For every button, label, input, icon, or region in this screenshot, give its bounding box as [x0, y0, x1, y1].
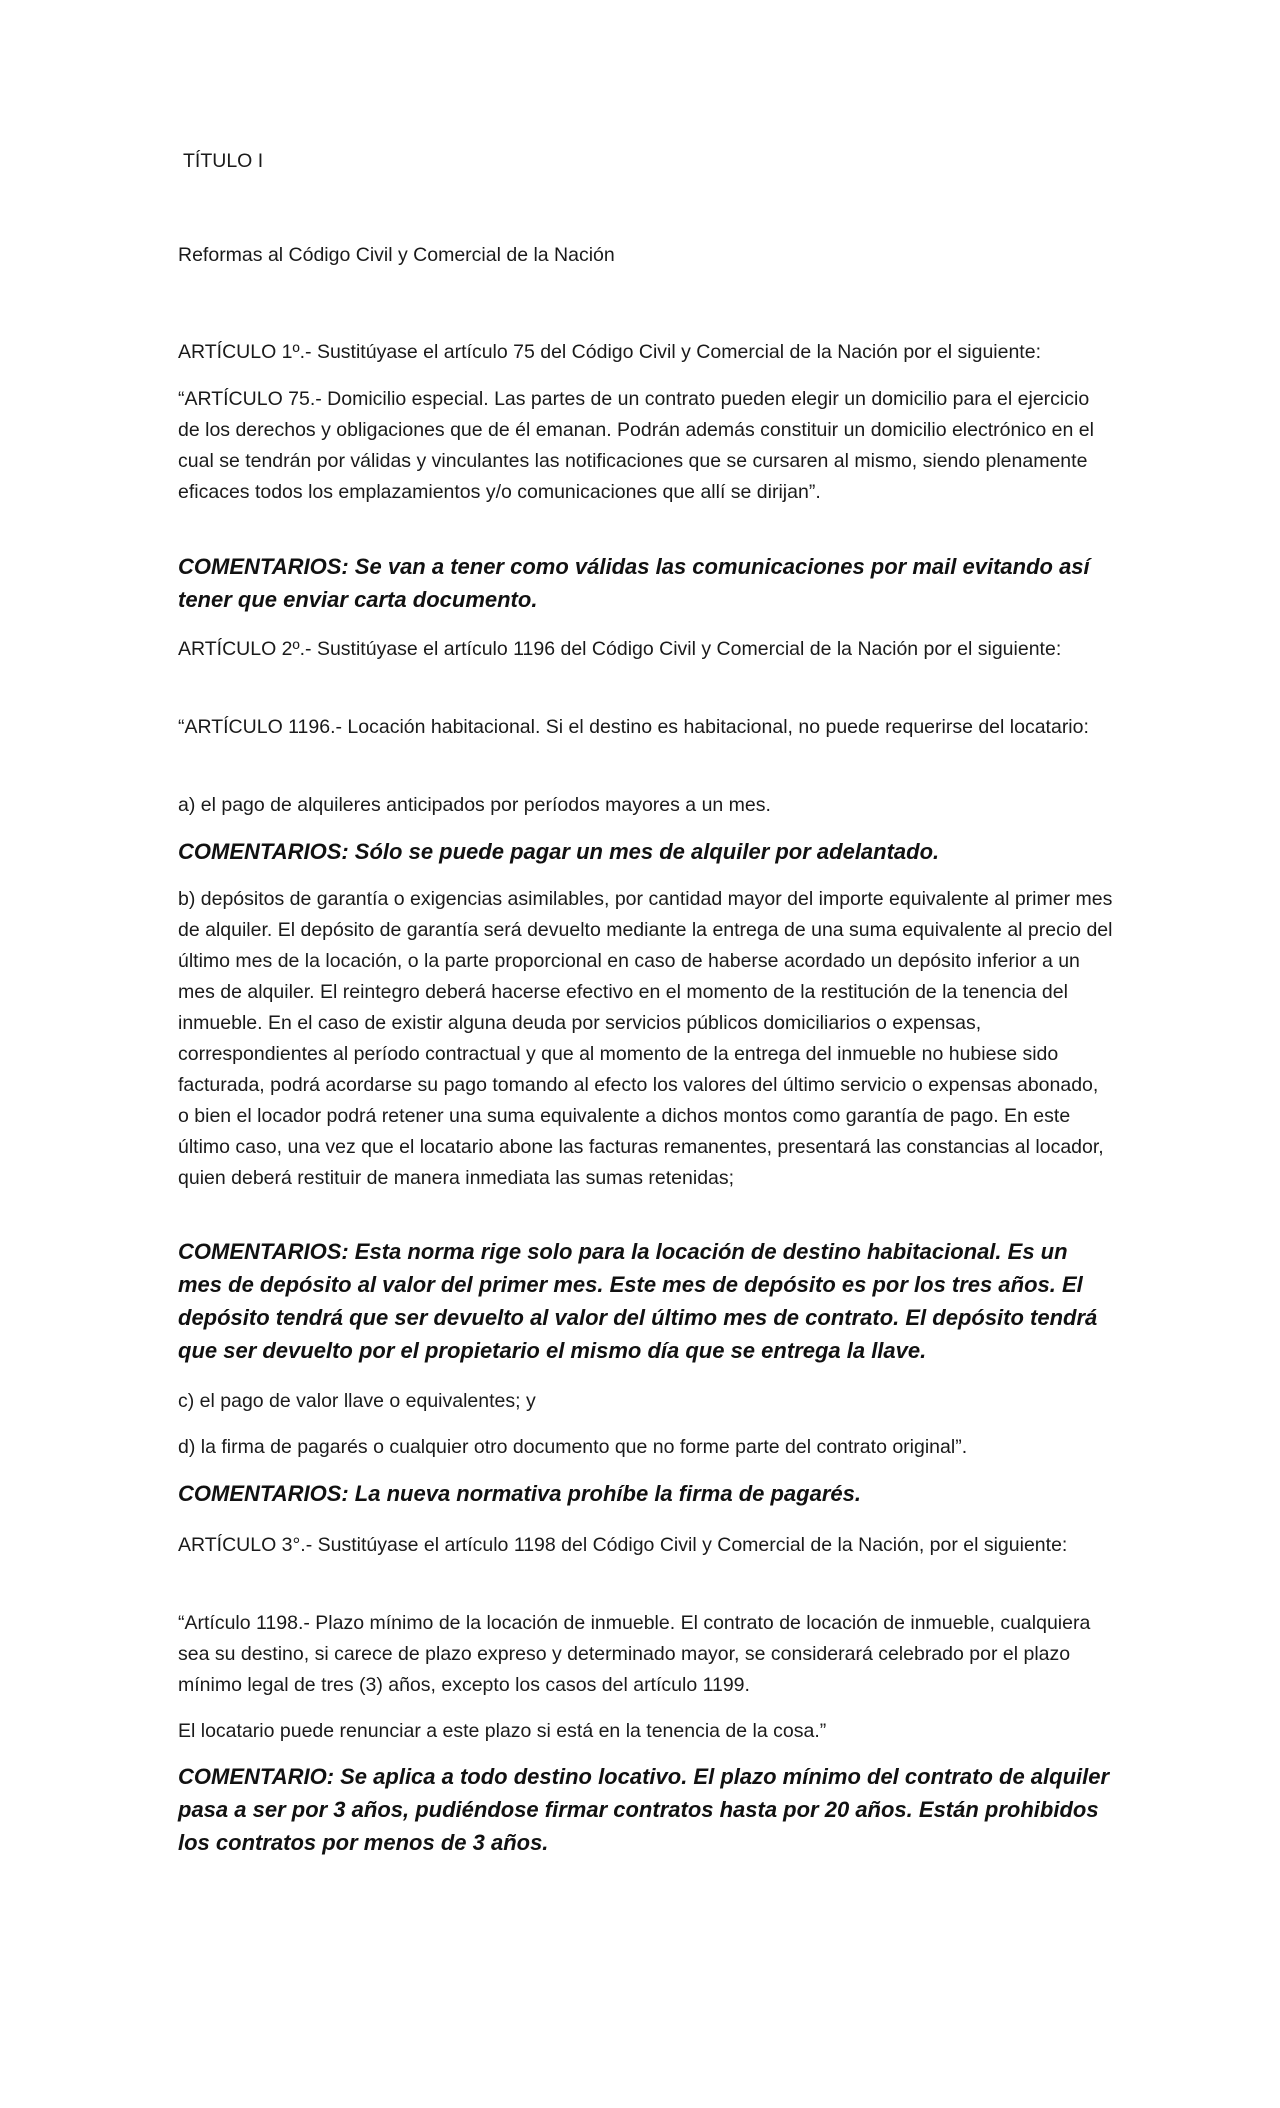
article-3-heading: ARTÍCULO 3°.- Sustitúyase el artículo 1198 del Código Civil y Comercial de la Nación, por el siguiente:: [178, 1534, 1068, 1556]
article-2-heading: ARTÍCULO 2º.- Sustitúyase el artículo 1196 del Código Civil y Comercial de la Nación por el siguiente:: [178, 638, 1062, 660]
document-title: TÍTULO I: [183, 150, 264, 172]
comment-4: COMENTARIOS: La nueva normativa prohíbe la firma de pagarés.: [178, 1481, 861, 1506]
article-1196-text: “ARTÍCULO 1196.- Locación habitacional. Si el destino es habitacional, no puede requerirse del locatario:: [178, 716, 1089, 738]
article-1-heading: ARTÍCULO 1º.- Sustitúyase el artículo 75 del Código Civil y Comercial de la Nación por el siguiente:: [178, 341, 1041, 363]
article-1198-text: “Artículo 1198.- Plazo mínimo de la locación de inmueble. El contrato de locación de inmueble, cualquiera sea su destino, si carece de plazo expreso y determinado mayor, se considerará celebrado por el plazo mínimo legal de tres (3) años, excepto los casos del artículo 1199.: [178, 1612, 1091, 1696]
comment-1: COMENTARIOS: Se van a tener como válidas las comunicaciones por mail evitando así tener que enviar carta documento.: [178, 554, 1090, 612]
article-75-text: “ARTÍCULO 75.- Domicilio especial. Las partes de un contrato pueden elegir un domicilio para el ejercicio de los derechos y obligaciones que de él emanan. Podrán además constituir un domicilio electrónico en el cual se tendrán por válidas y vinculantes las notificaciones que se cursaren al mismo, siendo plenamente eficaces todos los emplazamientos y/o comunicaciones que allí se dirijan”.: [178, 388, 1094, 503]
comment-3: COMENTARIOS: Esta norma rige solo para la locación de destino habitacional. Es un mes de depósito al valor del primer mes. Este mes de depósito es por los tres años. El depósito tendrá que ser devuelto al valor del último mes de contrato. El depósito tendrá que ser devuelto por el propietario el mismo día que se entrega la llave.: [178, 1239, 1098, 1363]
document-subtitle: Reformas al Código Civil y Comercial de la Nación: [178, 244, 615, 266]
article-1198-waiver: El locatario puede renunciar a este plazo si está en la tenencia de la cosa.”: [178, 1720, 827, 1742]
clause-a: a) el pago de alquileres anticipados por períodos mayores a un mes.: [178, 794, 771, 816]
clause-b: b) depósitos de garantía o exigencias asimilables, por cantidad mayor del importe equivalente al primer mes de alquiler. El depósito de garantía será devuelto mediante la entrega de una suma equivalente al precio del último mes de la locación, o la parte proporcional en caso de haberse acordado un depósito inferior a un mes de alquiler. El reintegro deberá hacerse efectivo en el momento de la restitución de la tenencia del inmueble. En el caso de existir alguna deuda por servicios públicos domiciliarios o expensas, correspondientes al período contractual y que al momento de la entrega del inmueble no hubiese sido facturada, podrá acordarse su pago tomando al efecto los valores del último servicio o expensas abonado, o bien el locador podrá retener una suma equivalente a dichos montos como garantía de pago. En este último caso, una vez que el locatario abone las facturas remanentes, presentará las constancias al locador, quien deberá restituir de manera inmediata las sumas retenidas;: [178, 888, 1113, 1189]
comment-5: COMENTARIO: Se aplica a todo destino locativo. El plazo mínimo del contrato de alquiler pasa a ser por 3 años, pudiéndose firmar contratos hasta por 20 años. Están prohibidos los contratos por menos de 3 años.: [178, 1764, 1110, 1855]
clause-c: c) el pago de valor llave o equivalentes; y: [178, 1390, 536, 1412]
clause-d: d) la firma de pagarés o cualquier otro documento que no forme parte del contrato original”.: [178, 1436, 968, 1458]
comment-2: COMENTARIOS: Sólo se puede pagar un mes de alquiler por adelantado.: [178, 839, 940, 864]
